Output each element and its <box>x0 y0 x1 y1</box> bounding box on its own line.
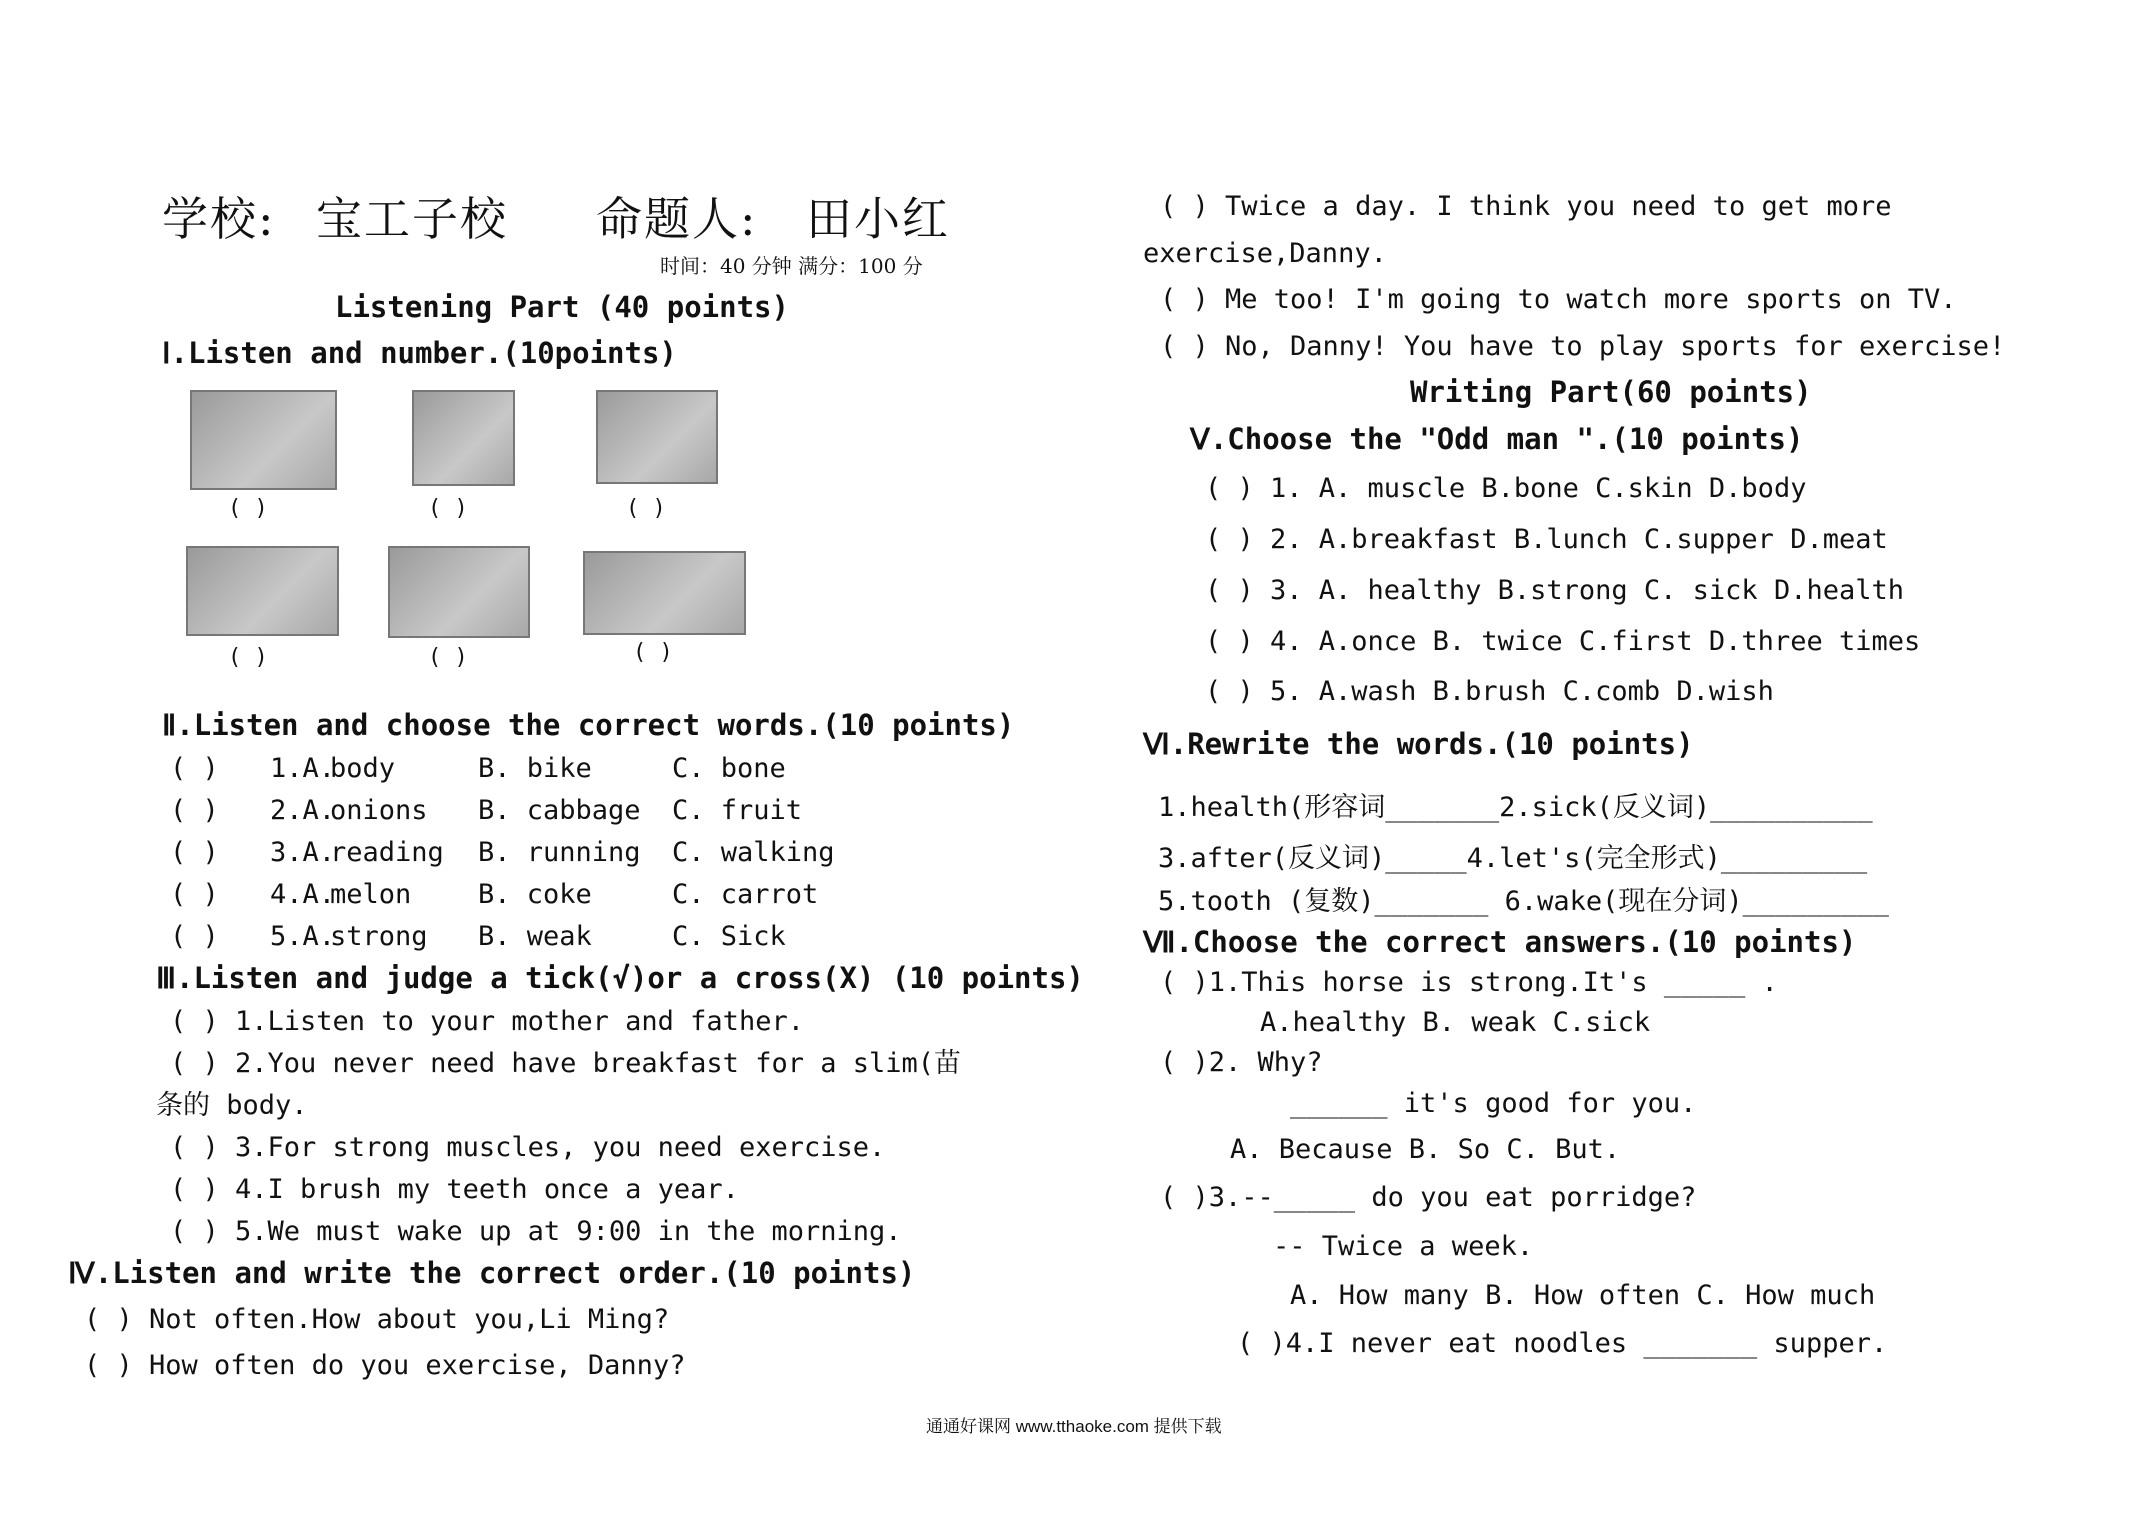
order-item: ( ) Not often.How about you,Li Ming? <box>84 1304 670 1335</box>
footer-credit: 通通好课网 www.tthaoke.com 提供下载 <box>926 1417 1222 1436</box>
choice-paren: ( ) <box>170 879 219 910</box>
section-4-title: Ⅳ.Listen and write the correct order.(10 points) <box>68 1256 916 1290</box>
answer-options: A. How many B. How often C. How much <box>1290 1280 1876 1311</box>
choice-c: C. bone <box>672 753 786 784</box>
choice-a: body <box>330 753 396 784</box>
can-picture <box>412 390 515 486</box>
judge-item: ( ) 3.For strong muscles, you need exercise. <box>170 1132 886 1163</box>
choice-b: B. coke <box>478 879 592 910</box>
choice-c: C. carrot <box>672 879 819 910</box>
choice-c: C. Sick <box>672 921 786 952</box>
picture-answer-paren: ( ) <box>428 496 468 521</box>
choice-a: onions <box>330 795 428 826</box>
odd-man-item: ( ) 1. A. muscle B.bone C.skin D.body <box>1205 473 1807 504</box>
judge-item: ( ) 5.We must wake up at 9:00 in the morning. <box>170 1216 902 1247</box>
section-3-title: Ⅲ.Listen and judge a tick(√)or a cross(X) (10 points) <box>156 961 1084 995</box>
answer-line: -- Twice a week. <box>1273 1231 1534 1262</box>
choice-num: 2.A. <box>270 795 336 826</box>
answer-item: ( )4.I never eat noodles _______ supper. <box>1237 1328 1888 1359</box>
choice-c: C. fruit <box>672 795 803 826</box>
dialog-line: ( ) Twice a day. I think you need to get more <box>1160 191 1892 222</box>
choice-a: strong <box>330 921 428 952</box>
section-1-title: Ⅰ.Listen and number.(10points) <box>162 336 677 370</box>
rewrite-item: 5.tooth (复数)_______ 6.wake(现在分词)_________ <box>1158 886 1889 917</box>
judge-item-continued: 条的 body. <box>156 1090 308 1121</box>
section-7-title: Ⅶ.Choose the correct answers.(10 points) <box>1143 925 1857 959</box>
answer-item: ( )1.This horse is strong.It's _____ . <box>1160 967 1778 998</box>
choice-paren: ( ) <box>170 753 219 784</box>
dialog-line: exercise,Danny. <box>1143 238 1387 269</box>
school-name: 宝工子校 <box>316 192 508 246</box>
dialog-line: ( ) Me too! I'm going to watch more sports on TV. <box>1160 284 1957 315</box>
choice-num: 5.A. <box>270 921 336 952</box>
answer-options: A.healthy B. weak C.sick <box>1260 1007 1651 1038</box>
rewrite-item: 3.after(反义词)_____4.let's(完全形式)_________ <box>1158 843 1868 874</box>
rewrite-item: 1.health(形容词_______2.sick(反义词)__________ <box>1158 792 1873 823</box>
answer-line: ______ it's good for you. <box>1290 1088 1697 1119</box>
answer-options: A. Because B. So C. But. <box>1230 1134 1621 1165</box>
picture-answer-paren: ( ) <box>228 496 268 521</box>
choice-paren: ( ) <box>170 795 219 826</box>
listening-part-title: Listening Part (40 points) <box>335 290 789 324</box>
choice-paren: ( ) <box>170 921 219 952</box>
picture-answer-paren: ( ) <box>228 645 268 670</box>
choice-a: melon <box>330 879 412 910</box>
time-info: 时间：40 分钟 满分：100 分 <box>660 254 923 278</box>
section-6-title: Ⅵ.Rewrite the words.(10 points) <box>1143 727 1694 761</box>
odd-man-item: ( ) 4. A.once B. twice C.first D.three times <box>1205 626 1921 657</box>
odd-man-item: ( ) 2. A.breakfast B.lunch C.supper D.meat <box>1205 524 1888 555</box>
picture-answer-paren: ( ) <box>428 645 468 670</box>
order-item: ( ) How often do you exercise, Danny? <box>84 1350 686 1381</box>
author-name: 田小红 <box>806 192 950 246</box>
judge-item: ( ) 1.Listen to your mother and father. <box>170 1006 804 1037</box>
answer-item: ( )3.--_____ do you eat porridge? <box>1160 1182 1697 1213</box>
section-5-title: Ⅴ.Choose the "Odd man ".(10 points) <box>1190 422 1804 456</box>
picture-answer-paren: ( ) <box>626 496 666 521</box>
odd-man-item: ( ) 5. A.wash B.brush C.comb D.wish <box>1205 676 1774 707</box>
choice-paren: ( ) <box>170 837 219 868</box>
odd-man-item: ( ) 3. A. healthy B.strong C. sick D.health <box>1205 575 1904 606</box>
section-2-title: Ⅱ.Listen and choose the correct words.(10 points) <box>162 708 1015 742</box>
choice-b: B. weak <box>478 921 592 952</box>
writing-part-title: Writing Part(60 points) <box>1410 375 1812 409</box>
rabbit-picture <box>388 546 530 638</box>
fries-picture <box>190 390 337 490</box>
school-label: 学校: <box>162 192 276 246</box>
choice-b: B. bike <box>478 753 592 784</box>
choice-b: B. cabbage <box>478 795 641 826</box>
judge-item: ( ) 4.I brush my teeth once a year. <box>170 1174 739 1205</box>
choice-num: 4.A. <box>270 879 336 910</box>
choice-a: reading <box>330 837 444 868</box>
picture-answer-paren: ( ) <box>633 640 673 665</box>
judge-item: ( ) 2.You never need have breakfast for a slim(苗 <box>170 1048 962 1079</box>
carrot-picture <box>583 551 746 635</box>
snack-bag-picture <box>596 390 718 484</box>
answer-item: ( )2. Why? <box>1160 1047 1323 1078</box>
choice-num: 3.A. <box>270 837 336 868</box>
dialog-line: ( ) No, Danny! You have to play sports for exercise! <box>1160 331 2006 362</box>
choice-c: C. walking <box>672 837 835 868</box>
choice-b: B. running <box>478 837 641 868</box>
bowl-picture <box>186 546 339 636</box>
author-label: 命题人: <box>596 192 758 246</box>
choice-num: 1.A. <box>270 753 336 784</box>
